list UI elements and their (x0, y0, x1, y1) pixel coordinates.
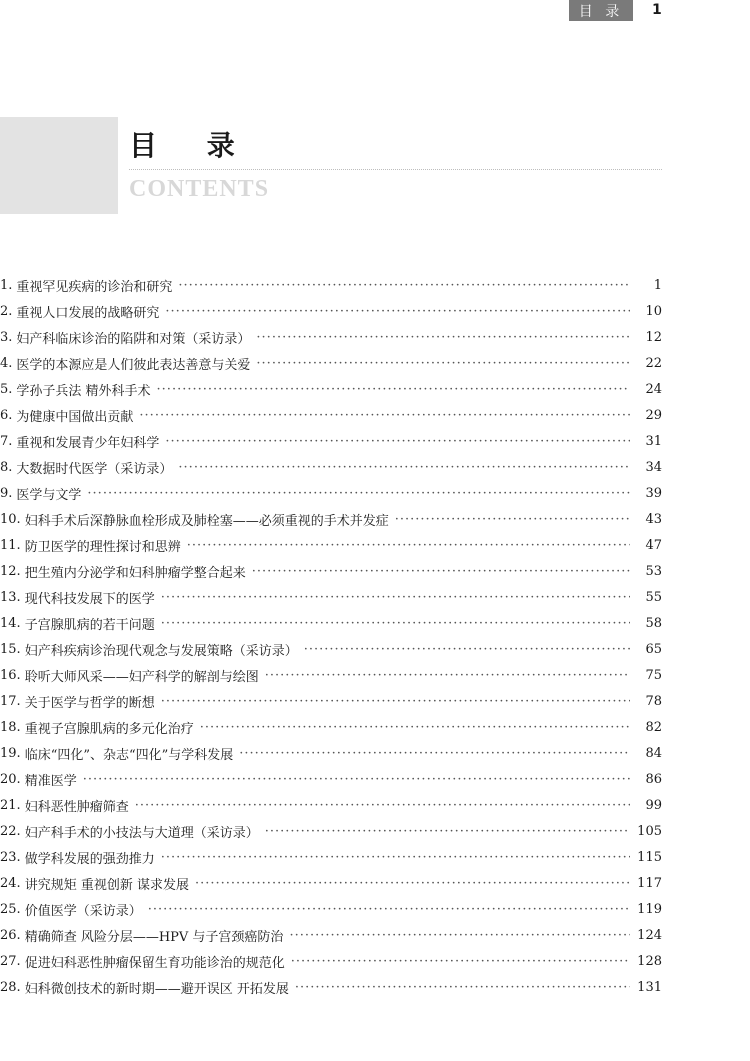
toc-entry-number: 6. (0, 407, 13, 423)
toc-entry[interactable] (0, 610, 662, 636)
toc-entry-page: 124 (637, 927, 662, 943)
toc-entry-page: 24 (645, 381, 662, 397)
toc-dot-leader (157, 382, 630, 397)
toc-entry-page: 131 (637, 979, 662, 995)
toc-entry[interactable] (0, 974, 662, 1000)
toc-entry-title: 医学的本源应是人们彼此表达善意与关爱 (16, 357, 251, 373)
toc-dot-leader (256, 356, 630, 371)
toc-entry-page: 65 (645, 641, 662, 657)
toc-dot-leader (291, 954, 630, 969)
toc-dot-leader (148, 902, 630, 917)
toc-entry[interactable] (0, 298, 662, 324)
toc-entry-number: 12. (0, 563, 21, 579)
toc-entry-title: 防卫医学的理性探讨和思辨 (24, 539, 181, 555)
toc-entry[interactable] (0, 506, 662, 532)
toc-entry-number: 4. (0, 355, 13, 371)
toc-entry[interactable] (0, 922, 662, 948)
toc-entry-page: 39 (645, 485, 662, 501)
toc-entry[interactable] (0, 896, 662, 922)
table-of-contents (0, 272, 662, 1000)
toc-entry-title: 妇科手术后深静脉血栓形成及肺栓塞——必须重视的手术并发症 (24, 513, 389, 529)
toc-entry-title: 精确筛查 风险分层——HPV 与子宫颈癌防治 (24, 929, 284, 945)
toc-entry[interactable] (0, 948, 662, 974)
toc-entry-page: 84 (645, 745, 662, 761)
page-title: 目 录 (129, 129, 255, 162)
section-tab (569, 0, 633, 21)
toc-entry-page: 12 (645, 329, 662, 345)
toc-entry[interactable] (0, 870, 662, 896)
toc-entry-title: 价值医学（采访录） (24, 903, 142, 919)
toc-entry-number: 26. (0, 927, 21, 943)
toc-entry-number: 21. (0, 797, 21, 813)
toc-entry-title: 重视罕见疾病的诊治和研究 (16, 279, 173, 295)
toc-entry[interactable] (0, 766, 662, 792)
toc-entry-number: 27. (0, 953, 21, 969)
toc-entry-number: 11. (0, 537, 21, 553)
toc-entry-number: 20. (0, 771, 21, 787)
section-tab-label: 目 录 (578, 3, 624, 20)
toc-entry-page: 1 (653, 277, 662, 293)
toc-entry-page: 10 (645, 303, 662, 319)
toc-dot-leader (265, 668, 630, 683)
toc-entry[interactable] (0, 714, 662, 740)
toc-dot-leader (187, 538, 630, 553)
toc-dot-leader (165, 304, 630, 319)
toc-entry-number: 10. (0, 511, 21, 527)
toc-entry[interactable] (0, 272, 662, 298)
toc-entry-title: 妇产科临床诊治的陷阱和对策（采访录） (16, 331, 251, 347)
toc-entry-page: 86 (645, 771, 662, 787)
toc-dot-leader (161, 850, 630, 865)
toc-entry-page: 29 (645, 407, 662, 423)
toc-entry-number: 23. (0, 849, 21, 865)
toc-entry-number: 13. (0, 589, 21, 605)
toc-entry-title: 重视子宫腺肌病的多元化治疗 (24, 721, 194, 737)
toc-dot-leader (265, 824, 630, 839)
toc-entry[interactable] (0, 688, 662, 714)
toc-entry[interactable] (0, 324, 662, 350)
toc-entry-page: 58 (645, 615, 662, 631)
toc-entry[interactable] (0, 350, 662, 376)
toc-dot-leader (161, 694, 630, 709)
toc-entry-number: 14. (0, 615, 21, 631)
toc-entry-page: 128 (637, 953, 662, 969)
toc-entry-title: 学孙子兵法 精外科手术 (16, 383, 151, 399)
toc-entry[interactable] (0, 584, 662, 610)
toc-dot-leader (304, 642, 630, 657)
toc-entry[interactable] (0, 740, 662, 766)
toc-dot-leader (395, 512, 630, 527)
toc-entry-title: 做学科发展的强劲推力 (24, 851, 155, 867)
toc-entry[interactable] (0, 428, 662, 454)
toc-dot-leader (252, 564, 630, 579)
toc-entry-page: 99 (645, 797, 662, 813)
toc-dot-leader (161, 590, 630, 605)
toc-entry-number: 19. (0, 745, 21, 761)
toc-entry-number: 15. (0, 641, 21, 657)
title-divider (129, 169, 662, 170)
toc-entry-number: 18. (0, 719, 21, 735)
toc-dot-leader (135, 798, 630, 813)
toc-entry-number: 9. (0, 485, 13, 501)
toc-entry-page: 34 (645, 459, 662, 475)
toc-entry-title: 重视人口发展的战略研究 (16, 305, 160, 321)
toc-entry-page: 117 (637, 875, 662, 891)
toc-dot-leader (239, 746, 630, 761)
toc-entry-number: 8. (0, 459, 13, 475)
toc-entry-title: 妇科恶性肿瘤筛查 (24, 799, 129, 815)
toc-entry-page: 22 (645, 355, 662, 371)
toc-entry-number: 2. (0, 303, 13, 319)
toc-entry-number: 5. (0, 381, 13, 397)
toc-entry-number: 24. (0, 875, 21, 891)
toc-entry-number: 17. (0, 693, 21, 709)
toc-entry[interactable] (0, 454, 662, 480)
toc-dot-leader (83, 772, 630, 787)
toc-entry-title: 子宫腺肌病的若干问题 (24, 617, 155, 633)
toc-dot-leader (87, 486, 630, 501)
toc-entry-page: 47 (645, 537, 662, 553)
toc-dot-leader (289, 928, 630, 943)
toc-entry-page: 75 (645, 667, 662, 683)
toc-entry-page: 43 (645, 511, 662, 527)
toc-entry-page: 82 (645, 719, 662, 735)
toc-entry-number: 3. (0, 329, 13, 345)
toc-entry-number: 22. (0, 823, 21, 839)
toc-entry-number: 16. (0, 667, 21, 683)
toc-dot-leader (161, 616, 630, 631)
toc-entry-title: 现代科技发展下的医学 (24, 591, 155, 607)
toc-entry-title: 重视和发展青少年妇科学 (16, 435, 160, 451)
toc-dot-leader (200, 720, 630, 735)
toc-entry-number: 25. (0, 901, 21, 917)
toc-entry-page: 119 (637, 901, 662, 917)
toc-entry[interactable] (0, 792, 662, 818)
toc-dot-leader (178, 278, 630, 293)
toc-entry[interactable] (0, 532, 662, 558)
toc-entry-page: 78 (645, 693, 662, 709)
toc-entry-number: 28. (0, 979, 21, 995)
toc-entry-number: 1. (0, 277, 13, 293)
toc-entry-title: 聆听大师风采——妇产科学的解剖与绘图 (24, 669, 259, 685)
toc-dot-leader (165, 434, 630, 449)
toc-entry[interactable] (0, 376, 662, 402)
toc-entry-page: 53 (645, 563, 662, 579)
page-title-english: CONTENTS (129, 176, 270, 202)
toc-entry-page: 55 (645, 589, 662, 605)
page-number: 1 (652, 2, 662, 18)
toc-entry-number: 7. (0, 433, 13, 449)
toc-entry-title: 为健康中国做出贡献 (16, 409, 134, 425)
toc-entry[interactable] (0, 818, 662, 844)
toc-entry-title: 促进妇科恶性肿瘤保留生育功能诊治的规范化 (24, 955, 285, 971)
toc-dot-leader (178, 460, 630, 475)
toc-entry[interactable] (0, 480, 662, 506)
toc-entry-title: 妇产科手术的小技法与大道理（采访录） (24, 825, 259, 841)
toc-entry-title: 医学与文学 (16, 487, 82, 503)
toc-entry-title: 大数据时代医学（采访录） (16, 461, 173, 477)
toc-entry-title: 精准医学 (24, 773, 77, 789)
toc-entry-page: 115 (637, 849, 662, 865)
toc-dot-leader (139, 408, 630, 423)
toc-entry-title: 妇科微创技术的新时期——避开误区 开拓发展 (24, 981, 289, 997)
toc-entry[interactable] (0, 636, 662, 662)
toc-dot-leader (295, 980, 630, 995)
toc-entry[interactable] (0, 662, 662, 688)
toc-entry[interactable] (0, 844, 662, 870)
toc-entry-title: 讲究规矩 重视创新 谋求发展 (24, 877, 189, 893)
toc-dot-leader (195, 876, 630, 891)
toc-entry[interactable] (0, 558, 662, 584)
toc-entry-title: 临床“四化”、杂志“四化”与学科发展 (24, 747, 234, 763)
toc-entry-page: 31 (645, 433, 662, 449)
toc-entry-page: 105 (637, 823, 662, 839)
toc-entry-title: 把生殖内分泌学和妇科肿瘤学整合起来 (24, 565, 246, 581)
toc-entry-title: 妇产科疾病诊治现代观念与发展策略（采访录） (24, 643, 298, 659)
toc-entry[interactable] (0, 402, 662, 428)
toc-dot-leader (256, 330, 630, 345)
toc-entry-title: 关于医学与哲学的断想 (24, 695, 155, 711)
title-decoration-block (0, 117, 118, 214)
